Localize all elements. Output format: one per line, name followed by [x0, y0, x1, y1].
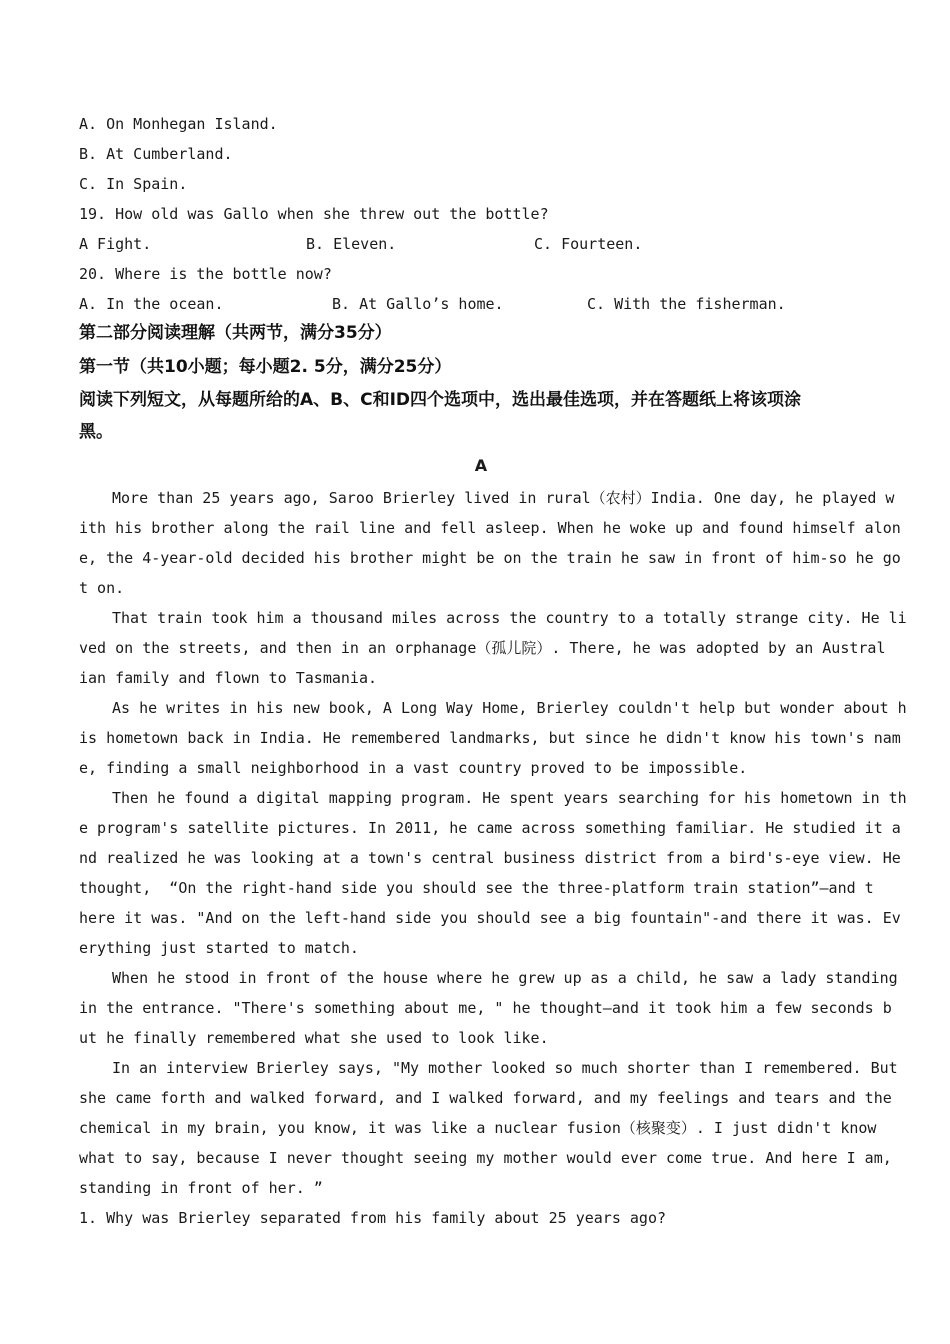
passage-line: In an interview Brierley says, "My mother looked so much shorter than I remembered. But: [112, 1059, 898, 1077]
section-subtitle: 第一节（共10小题；每小题2. 5分，满分25分）: [79, 357, 452, 377]
q19-option-c: C. Fourteen.: [534, 235, 643, 253]
passage-line: ut he finally remembered what she used to look like.: [79, 1029, 549, 1047]
section-instruction: 阅读下列短文，从每题所给的A、B、C和ID四个选项中，选出最佳选项，并在答题纸上将该项涂: [79, 390, 802, 410]
passage-line: what to say, because I never thought seeing my mother would ever come true. And here I am,: [79, 1149, 892, 1167]
passage-line: e, the 4-year-old decided his brother might be on the train he saw in front of him-so he go: [79, 549, 901, 567]
section-title: 第二部分阅读理解（共两节，满分35分）: [79, 323, 392, 343]
q19-question: 19. How old was Gallo when she threw out the bottle?: [79, 205, 549, 223]
passage-line: ith his brother along the rail line and fell asleep. When he woke up and found himself alon: [79, 519, 901, 537]
passage-line: thought, “On the right-hand side you should see the three-platform train station”—and t: [79, 879, 874, 897]
q20-question: 20. Where is the bottle now?: [79, 265, 332, 283]
passage-line: nd realized he was looking at a town's central business district from a bird's-eye view. He: [79, 849, 901, 867]
passage-line: in the entrance. "There's something about me, " he thought—and it took him a few seconds b: [79, 999, 892, 1017]
passage-line: As he writes in his new book, A Long Way Home, Brierley couldn't help but wonder about h: [112, 699, 907, 717]
passage-line: erything just started to match.: [79, 939, 359, 957]
q20-option-c: C. With the fisherman.: [587, 295, 786, 313]
passage-line: That train took him a thousand miles across the country to a totally strange city. He li: [112, 609, 907, 627]
q1-question: 1. Why was Brierley separated from his family about 25 years ago?: [79, 1209, 666, 1227]
passage-line: When he stood in front of the house where he grew up as a child, he saw a lady standing: [112, 969, 898, 987]
q20-option-a: A. In the ocean.: [79, 295, 224, 313]
passage-line: chemical in my brain, you know, it was like a nuclear fusion（核聚变）. I just didn't know: [79, 1119, 877, 1137]
passage-line: standing in front of her. ”: [79, 1179, 323, 1197]
passage-line: More than 25 years ago, Saroo Brierley lived in rural（农村）India. One day, he played w: [112, 489, 895, 507]
q18-option-b: B. At Cumberland.: [79, 145, 233, 163]
passage-line: she came forth and walked forward, and I walked forward, and my feelings and tears and the: [79, 1089, 892, 1107]
q19-option-b: B. Eleven.: [306, 235, 397, 253]
q19-option-a: A Fight.: [79, 235, 152, 253]
q20-option-b: B. At Gallo’s home.: [332, 295, 504, 313]
passage-line: Then he found a digital mapping program. He spent years searching for his hometown in th: [112, 789, 907, 807]
passage-line: ved on the streets, and then in an orphanage（孤儿院）. There, he was adopted by an Austral: [79, 639, 886, 657]
q18-option-a: A. On Monhegan Island.: [79, 115, 278, 133]
passage-letter: A: [474, 456, 488, 475]
q18-option-c: C. In Spain.: [79, 175, 188, 193]
passage-line: is hometown back in India. He remembered landmarks, but since he didn't know his town's nam: [79, 729, 901, 747]
passage-line: e program's satellite pictures. In 2011, he came across something familiar. He studied it a: [79, 819, 901, 837]
passage-line: ian family and flown to Tasmania.: [79, 669, 378, 687]
passage-line: t on.: [79, 579, 125, 597]
section-instruction-cont: 黑。: [79, 422, 113, 442]
passage-line: e, finding a small neighborhood in a vast country proved to be impossible.: [79, 759, 748, 777]
passage-line: here it was. "And on the left-hand side you should see a big fountain"-and there it was. Ev: [79, 909, 901, 927]
